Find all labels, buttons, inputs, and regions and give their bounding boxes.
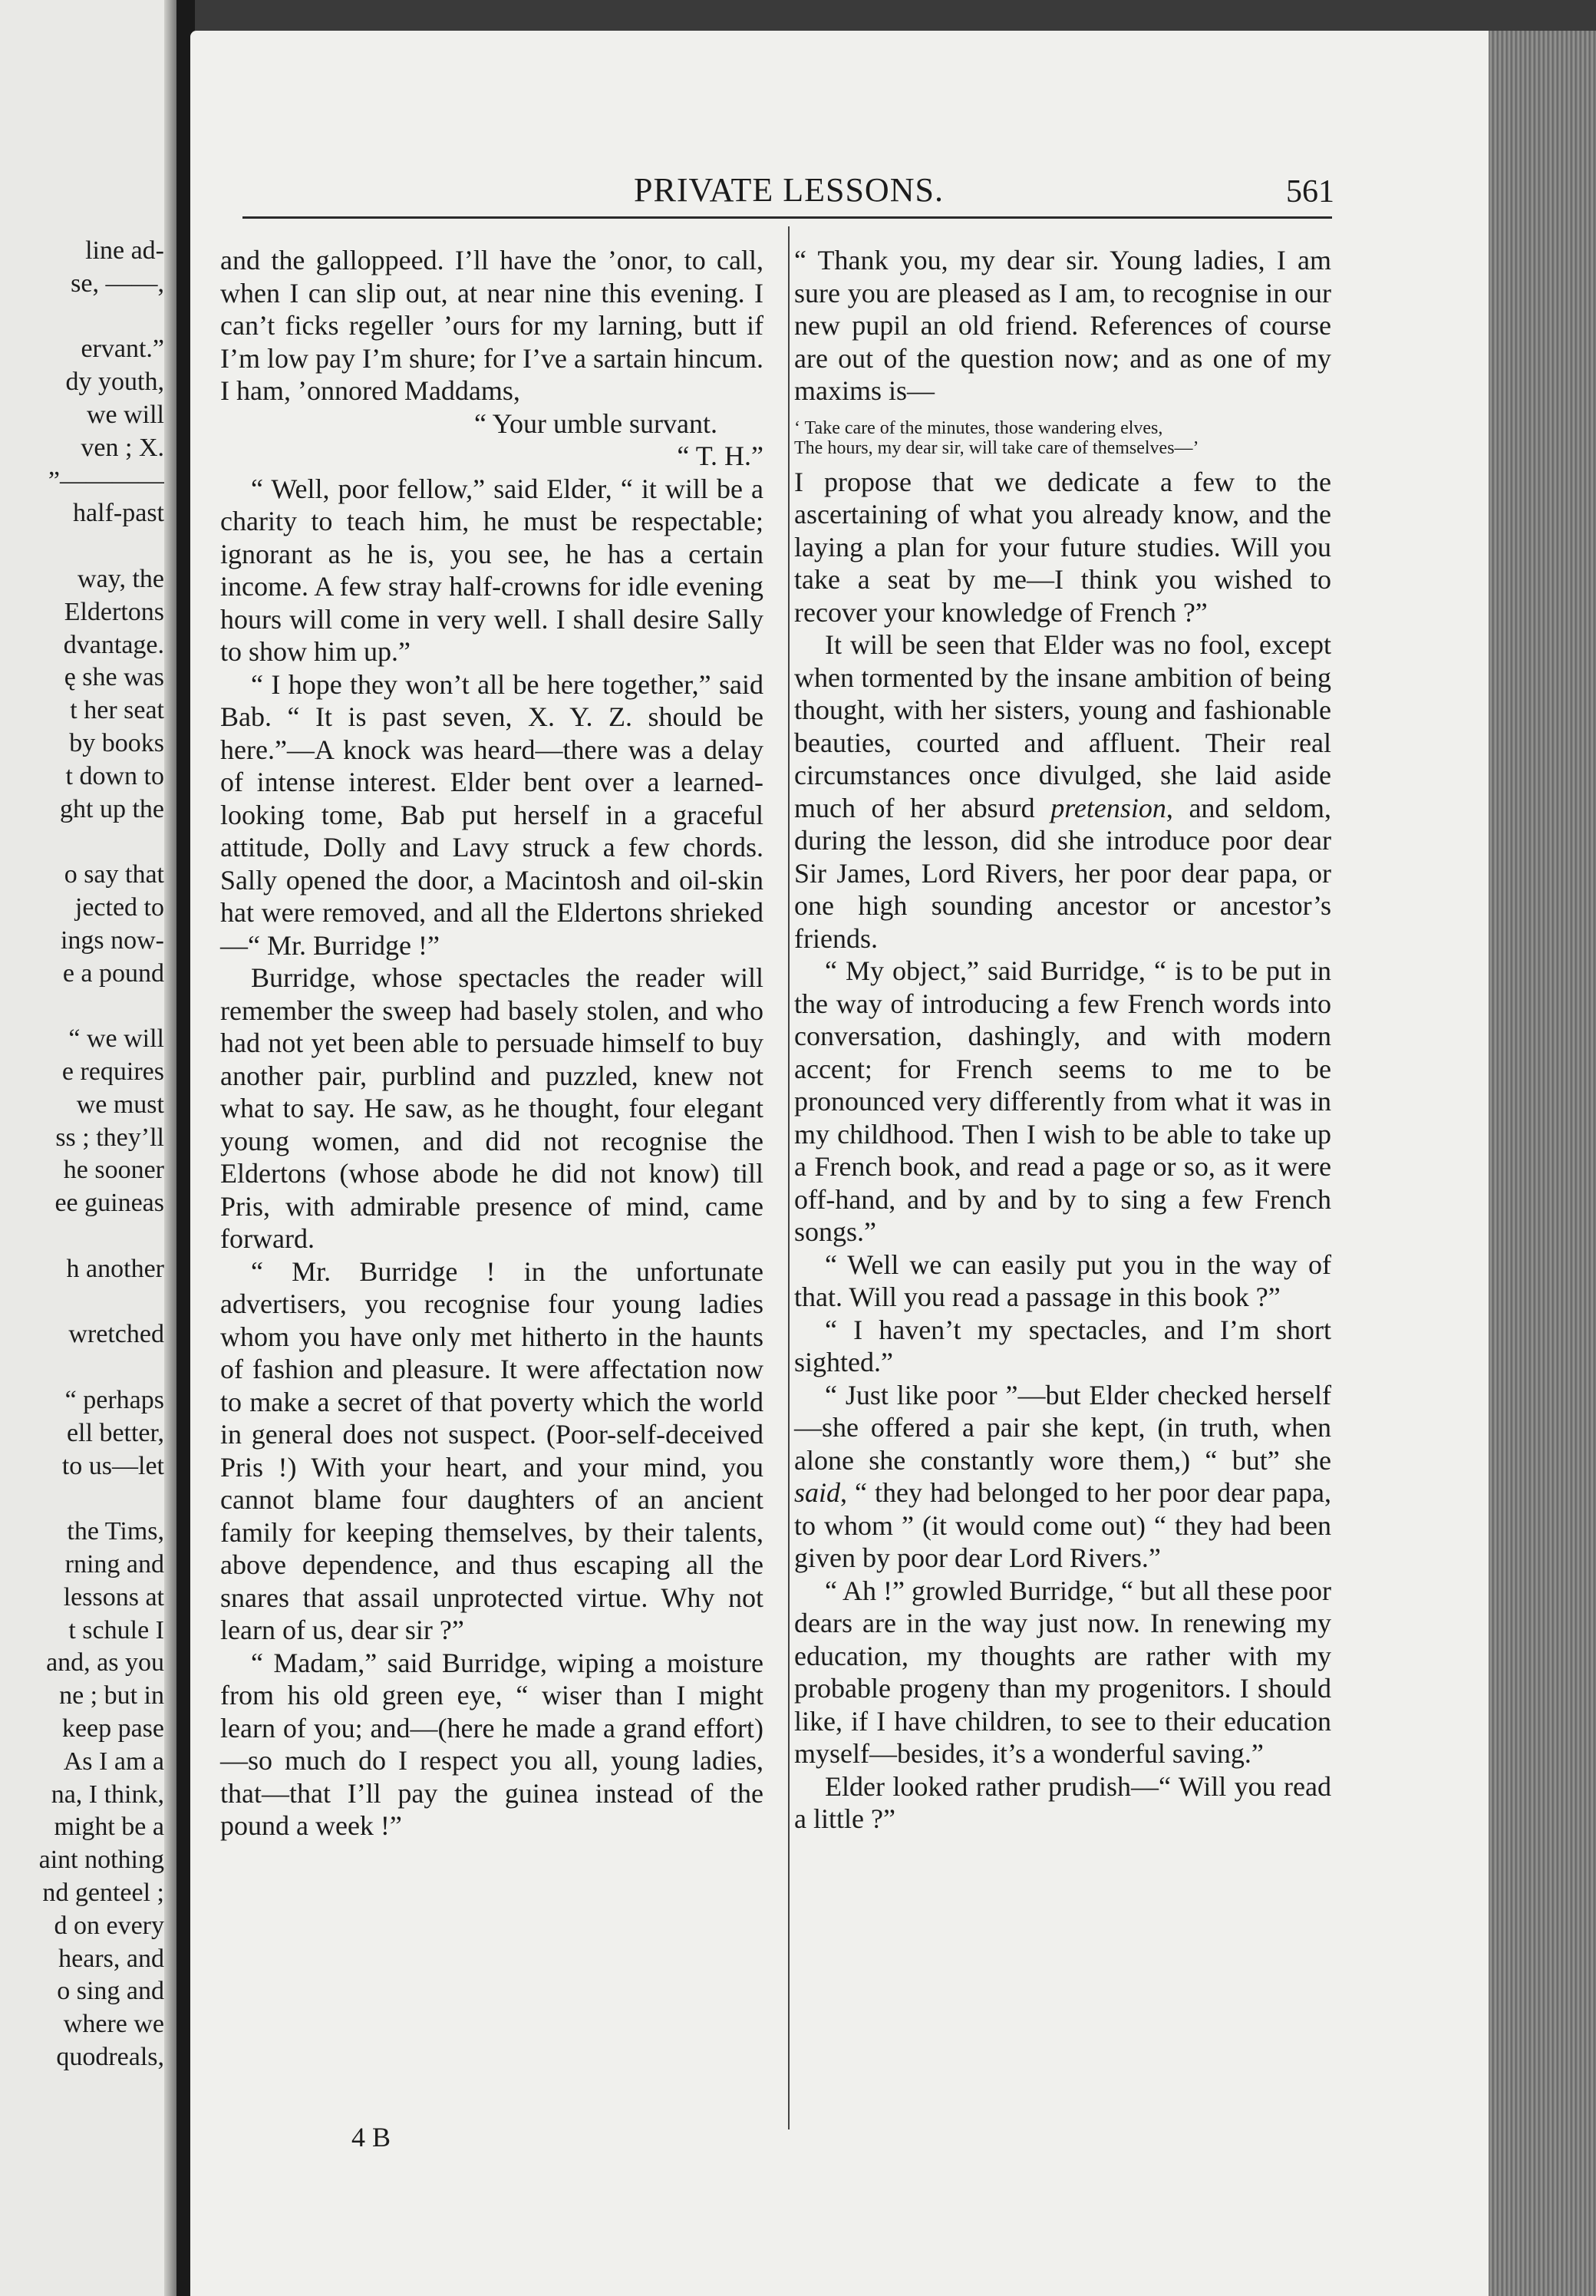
- facing-page-line: keep pase: [61, 1714, 164, 1743]
- column-rule: [788, 226, 790, 2129]
- printer-signature-mark: 4 B: [351, 2122, 391, 2152]
- right-column: [794, 244, 1331, 1836]
- facing-page-line: line ad-: [85, 236, 164, 265]
- paragraph: “ Well, poor fellow,” said Elder, “ it will be a charity to teach him, he must be respectable; ignorant as he is, you see, he has a certain income. A few stray half-crowns for idle evening hours will come in very well. I shall desire Sally to show him up.”: [220, 473, 763, 667]
- facing-page-line: se, ——,: [71, 269, 164, 298]
- facing-page-line: ee guineas: [54, 1189, 164, 1218]
- facing-page: [0, 0, 183, 2296]
- facing-page-line: e a pound: [62, 958, 164, 988]
- facing-page-line: we must: [76, 1090, 164, 1119]
- left-column: [220, 244, 763, 1842]
- paragraph: “ Mr. Burridge ! in the unfortunate advertisers, you recognise four young ladies whom you have only met hitherto in the haunts of fashion and pleasure. It were affectation now to make a secret of that poverty which the world in general does not suspect. (Poor-self-deceived Pris !) With your heart, and your mind, you cannot blame four daughters of an ancient family for keeping themselves, by their talents, above dependence, and thus escaping all the snares that assail unprotected virtue. Why not learn of us, dear sir ?”: [220, 1255, 763, 1645]
- verse-line: The hours, my dear sir, will take care of themselves—’: [794, 437, 1199, 458]
- text-run: , and seldom, during the lesson, did she introduce poor dear Sir James, Lord Rivers, her poor dear papa, or one high sounding ancestor or ancestor’s friends.: [794, 792, 1331, 954]
- facing-page-line: ings now-: [60, 925, 164, 955]
- paragraph: “ I hope they won’t all be here together,” said Bab. “ It is past seven, X. Y. Z. should be here.”—A knock was heard—there was a delay of intense interest. Elder bent over a learned-looking tome, Bab put herself in a graceful attitude, Dolly and Lavy struck a few chords. Sally opened the door, a Macintosh and oil-skin hat were removed, and all the Eldertons shrieked—“ Mr. Burridge !”: [220, 668, 763, 961]
- text-run: , “ they had belonged to her poor dear papa, to whom ” (it would come out) “ they had been given by poor dear Lord Rivers.”: [794, 1477, 1331, 1573]
- paragraph: [794, 1379, 1331, 1575]
- facing-page-line: ę she was: [64, 663, 164, 692]
- facing-page-line: o say that: [64, 860, 164, 889]
- letter-closing: “ Your umble survant.: [474, 407, 717, 439]
- paragraph: “ My object,” said Burridge, “ is to be put in the way of introducing a few French words into conversation, dashingly, and with modern accent; for French seems to me to be pronounced very differently from what it was in my childhood. Then I wish to be able to take up a French book, and read a page or so, as it were off-hand, and by and by to sing a few French songs.”: [794, 955, 1331, 1247]
- facing-page-line: might be a: [54, 1813, 164, 1842]
- facing-page-line: ght up the: [60, 794, 164, 823]
- text-run: “ Just like poor ”—but Elder checked herself—she offered a pair she kept, (in truth, when alone she constantly wore them,) “ but” she: [794, 1379, 1331, 1476]
- facing-page-line: rning and: [64, 1550, 164, 1578]
- facing-page-line: ss ; they’ll: [55, 1123, 164, 1152]
- facing-page-line: we will: [86, 401, 164, 429]
- facing-page-line: t schule I: [68, 1615, 164, 1644]
- facing-page-line: ven ; X.: [81, 433, 164, 462]
- facing-page-line: h another: [66, 1254, 164, 1283]
- facing-page-line: and, as you: [46, 1648, 164, 1677]
- facing-page-line: na, I think,: [51, 1780, 164, 1809]
- header-rule: [242, 216, 1332, 219]
- facing-page-line: jected to: [74, 893, 164, 922]
- facing-page-line: t her seat: [70, 696, 164, 725]
- facing-page-line: by books: [69, 729, 164, 757]
- facing-page-line: dvantage.: [63, 630, 164, 659]
- paragraph: “ Thank you, my dear sir. Young ladies, I am sure you are pleased as I am, to recognise in our new pupil an old friend. References of course are out of the question now; and as one of my maxims is—: [794, 245, 1331, 406]
- facing-page-line: o sing and: [57, 1977, 164, 2006]
- facing-page-line: “ we will: [68, 1024, 164, 1054]
- paragraph: “ Ah !” growled Burridge, “ but all these poor dears are in the way just now. In renewing my education, my thoughts are rather with my probable progeny than my progenitors. I should like, if I have children, to see to their education myself—besides, it’s a wonderful saving.”: [794, 1575, 1331, 1769]
- facing-page-line: nd genteel ;: [42, 1879, 164, 1907]
- emphasis: said: [794, 1477, 841, 1508]
- paragraph: [794, 628, 1331, 955]
- paragraph: and the galloppeed. I’ll have the ’onor, to call, when I can slip out, at near nine this evening. I can’t ficks regeller ’ours for my larning, butt if I’m low pay I’m shure; for I’ve a sartain hincum. I ham, ’onnored Maddams,: [220, 245, 763, 406]
- verse-line: ‘ Take care of the minutes, those wandering elves,: [794, 417, 1163, 438]
- facing-page-line: d on every: [54, 1911, 164, 1940]
- paragraph: Elder looked rather prudish—“ Will you read a little ?”: [794, 1770, 1331, 1834]
- facing-page-line: “ perhaps: [64, 1386, 164, 1414]
- facing-page-line: to us—let: [61, 1451, 164, 1480]
- emphasis: pretension: [1050, 792, 1166, 823]
- facing-page-line: half-past: [73, 499, 164, 528]
- facing-page-line: hears, and: [58, 1944, 164, 1973]
- paragraph: “ Madam,” said Burridge, wiping a moisture from his old green eye, “ wiser than I might learn of you; and—(here he made a grand effort)—so much do I respect you all, young ladies, that—that I’ll pay the guinea instead of the pound a week !”: [220, 1647, 763, 1841]
- facing-page-line: lessons at: [63, 1582, 164, 1611]
- facing-page-line: dy youth,: [65, 368, 164, 397]
- page-edges: [1489, 31, 1596, 2296]
- facing-page-line: t down to: [65, 761, 164, 790]
- facing-page-line: ne ; but in: [59, 1681, 164, 1710]
- running-head: PRIVATE LESSONS.: [634, 171, 944, 209]
- paragraph: I propose that we dedicate a few to the ascertaining of what you already know, and the laying a plan for your future studies. Will you take a seat by me—I think you wished to recover your knowledge of French ?”: [794, 466, 1331, 628]
- paragraph: “ I haven’t my spectacles, and I’m short sighted.”: [794, 1314, 1331, 1377]
- paragraph: “ Well we can easily put you in the way of that. Will you read a passage in this book ?”: [794, 1249, 1331, 1312]
- facing-page-line: e requires: [61, 1057, 164, 1086]
- facing-page-line: ”————: [48, 466, 164, 495]
- paragraph: Burridge, whose spectacles the reader will remember the sweep had basely stolen, and who had not yet been able to persuade himself to buy another pair, purblind and puzzled, knew not what to say. He saw, as he thought, four elegant young women, and did not recognise the Eldertons (whose abode he did not know) till Pris, with admirable presence of mind, came forward.: [220, 962, 763, 1254]
- facing-page-line: ervant.”: [81, 335, 164, 364]
- text-run: It will be seen that Elder was no fool, except when tormented by the insane ambition of being thought, with her sisters, young and fashionable beauties, courted and affluent. Their real circumstances once divulged, she laid aside much of her absurd: [794, 629, 1331, 823]
- facing-page-line: ell better,: [66, 1418, 164, 1447]
- facing-page-line: way, the: [77, 565, 164, 593]
- verse-quote: [794, 418, 1331, 458]
- page-number: 561: [1286, 174, 1334, 209]
- facing-page-line: As I am a: [63, 1747, 164, 1776]
- facing-page-line: wretched: [68, 1320, 164, 1349]
- facing-page-line: where we: [63, 2010, 164, 2039]
- facing-page-line: the Tims,: [67, 1517, 164, 1546]
- letter-signature: “ T. H.”: [677, 440, 763, 471]
- facing-page-line: Eldertons: [64, 597, 164, 626]
- facing-page-line: aint nothing: [38, 1846, 164, 1875]
- facing-page-line: he sooner: [63, 1156, 164, 1185]
- facing-page-line: quodreals,: [56, 2043, 164, 2071]
